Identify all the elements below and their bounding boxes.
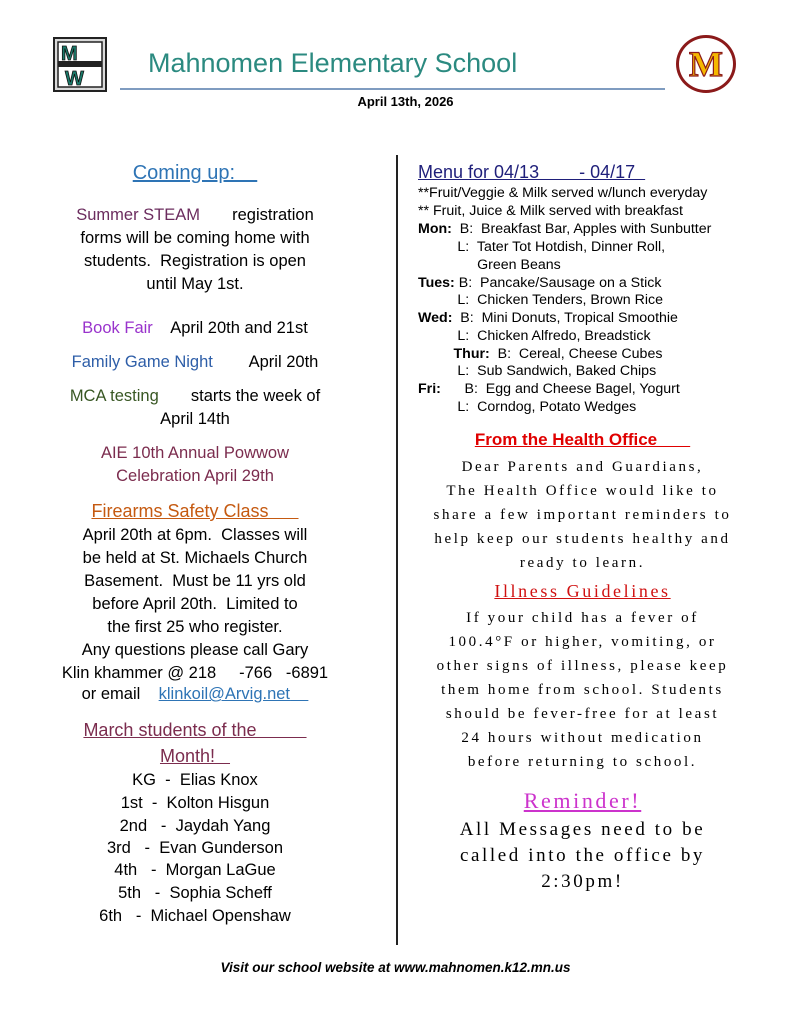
- text-segment: If your child has a fever of: [466, 610, 699, 626]
- left-line: [30, 884, 360, 903]
- text-segment: April 20th at 6pm. Classes will: [82, 526, 308, 544]
- left-line: [30, 771, 360, 790]
- text-segment: B: Cereal, Cheese Cubes: [489, 346, 663, 362]
- text-segment: April 20th: [212, 353, 319, 371]
- text-segment: ** Fruit, Juice & Milk served with breakfast: [418, 203, 683, 219]
- left-line: [30, 720, 360, 741]
- text-segment: 24 hours without medication: [461, 730, 704, 746]
- text-segment: B: Breakfast Bar, Apples with Sunbutter: [451, 221, 712, 237]
- menu-line: [418, 239, 758, 255]
- section-heading: Firearms Safety Class: [91, 501, 299, 521]
- text-segment: registration: [200, 206, 314, 224]
- text-segment: 1st - Kolton Hisgun: [120, 794, 270, 812]
- text-segment: All Messages need to be: [459, 819, 706, 840]
- text-segment: 6th - Michael Openshaw: [99, 907, 291, 925]
- text-segment: Klin khammer @ 218 -766 -6891: [61, 664, 329, 682]
- text-segment: Dear Parents and Guardians,: [461, 459, 704, 475]
- health-line: [410, 845, 755, 867]
- health-line: [410, 658, 755, 675]
- text-segment: **Fruit/Veggie & Milk served w/lunch everyday: [418, 185, 708, 201]
- section-heading: Reminder!: [523, 788, 642, 813]
- health-line: [410, 634, 755, 651]
- text-segment: students. Registration is open: [84, 252, 306, 270]
- section-heading: Coming up:: [132, 162, 258, 184]
- text-segment: called into the office by: [459, 845, 706, 866]
- health-line: [410, 430, 755, 450]
- text-segment: forms will be coming home with: [80, 229, 310, 247]
- text-segment: until May 1st.: [146, 275, 244, 293]
- health-line: [410, 507, 755, 524]
- text-segment: Basement. Must be 11 yrs old: [84, 572, 306, 590]
- text-segment: help keep our students healthy and: [434, 531, 731, 547]
- text-segment: L: Sub Sandwich, Baked Chips: [418, 363, 657, 379]
- section-heading: Month!: [159, 746, 231, 766]
- health-line: [410, 483, 755, 500]
- text-segment: Book Fair: [82, 319, 153, 337]
- left-line: [30, 526, 360, 545]
- left-line: [30, 907, 360, 926]
- menu-line: [418, 346, 758, 362]
- left-line: [30, 839, 360, 858]
- menu-line: [418, 328, 758, 344]
- menu-line: [418, 203, 758, 219]
- left-line: [30, 794, 360, 813]
- left-line: [30, 501, 360, 522]
- text-segment: L: Corndog, Potato Wedges: [418, 399, 637, 415]
- menu-line: [418, 275, 758, 291]
- school-name: Mahnomen Elementary School: [148, 48, 518, 78]
- text-segment: 3rd - Evan Gunderson: [106, 839, 284, 857]
- left-line: [30, 387, 360, 406]
- text-segment: Family Game Night: [71, 353, 213, 371]
- text-segment: B: Pancake/Sausage on a Stick: [454, 275, 662, 291]
- text-segment: 5th - Sophia Scheff: [118, 884, 272, 902]
- left-line: [30, 746, 360, 767]
- text-segment: Mon:: [418, 221, 452, 237]
- left-line: [30, 206, 360, 225]
- text-segment: Green Beans: [418, 257, 561, 273]
- text-segment: AIE 10th Annual Powwow: [100, 444, 290, 462]
- text-segment: 100.4°F or higher, vomiting, or: [448, 634, 717, 650]
- health-line: [410, 730, 755, 747]
- header-rule: [120, 88, 665, 90]
- text-segment: MCA testing: [69, 387, 159, 405]
- section-heading: [290, 685, 308, 703]
- left-line: [30, 641, 360, 660]
- left-line: [30, 353, 360, 372]
- text-segment: Any questions please call Gary: [81, 641, 309, 659]
- menu-line: [418, 381, 758, 397]
- menu-line: [418, 221, 758, 237]
- health-line: [410, 610, 755, 627]
- text-segment: L: Chicken Alfredo, Breadstick: [418, 328, 651, 344]
- menu-line: [418, 162, 758, 183]
- menu-line: [418, 399, 758, 415]
- text-segment: should be fever-free for at least: [445, 706, 720, 722]
- health-line: [410, 555, 755, 572]
- svg-text:M: M: [61, 43, 78, 65]
- text-segment: Summer STEAM: [76, 206, 201, 224]
- left-line: [30, 549, 360, 568]
- health-line: [410, 706, 755, 723]
- text-segment: The Health Office would like to: [446, 483, 719, 499]
- health-line: [410, 788, 755, 813]
- text-segment: before April 20th. Limited to: [92, 595, 298, 613]
- school-logo-m: [676, 35, 736, 93]
- text-segment: B: Egg and Cheese Bagel, Yogurt: [440, 381, 680, 397]
- text-segment: Thur:: [453, 346, 490, 362]
- text-segment: B: Mini Donuts, Tropical Smoothie: [452, 310, 678, 326]
- text-segment: April 14th: [160, 410, 230, 428]
- newsletter-date: April 13th, 2026: [357, 94, 454, 109]
- left-line: [30, 685, 360, 704]
- text-segment: Tues:: [418, 275, 455, 291]
- health-line: [410, 819, 755, 841]
- health-line: [410, 581, 755, 602]
- text-segment: before returning to school.: [467, 754, 698, 770]
- menu-line: [418, 185, 758, 201]
- text-segment: KG - Elias Knox: [132, 771, 258, 789]
- left-line: [30, 467, 360, 486]
- health-line: [410, 871, 755, 893]
- left-line: [30, 252, 360, 271]
- text-segment: Celebration April 29th: [116, 467, 274, 485]
- text-segment: Wed:: [418, 310, 453, 326]
- svg-text:W: W: [65, 68, 84, 90]
- svg-text:M: M: [689, 44, 723, 84]
- left-line: [30, 444, 360, 463]
- text-segment: L: Chicken Tenders, Brown Rice: [418, 292, 663, 308]
- website-footer: Visit our school website at www.mahnomen.k12.mn.us: [220, 960, 571, 975]
- text-segment: April 20th and 21st: [152, 319, 308, 337]
- text-segment: other signs of illness, please keep: [436, 658, 729, 674]
- section-heading: From the Health Office: [474, 430, 691, 449]
- text-segment: starts the week of: [158, 387, 321, 405]
- menu-line: [418, 363, 758, 379]
- text-segment: or email: [81, 685, 159, 703]
- section-heading: March students of the: [83, 720, 307, 740]
- health-line: [410, 531, 755, 548]
- text-segment: them home from school. Students: [441, 682, 724, 698]
- left-line: [30, 410, 360, 429]
- health-line: [410, 754, 755, 771]
- section-heading: Illness Guidelines: [494, 581, 671, 601]
- left-line: [30, 162, 360, 185]
- text-segment: the first 25 who register.: [107, 618, 283, 636]
- left-line: [30, 817, 360, 836]
- left-line: [30, 861, 360, 880]
- text-segment: 2:30pm!: [541, 871, 624, 892]
- text-segment: Fri:: [418, 381, 441, 397]
- left-line: [30, 319, 360, 338]
- left-line: [30, 595, 360, 614]
- text-segment: 4th - Morgan LaGue: [114, 861, 276, 879]
- text-segment: [418, 346, 453, 362]
- column-divider: [396, 155, 398, 945]
- left-line: [30, 572, 360, 591]
- left-line: [30, 618, 360, 637]
- text-segment: be held at St. Michaels Church: [82, 549, 308, 567]
- section-heading: Menu for 04/13 - 04/17: [418, 162, 646, 182]
- left-line: [30, 275, 360, 294]
- text-segment: share a few important reminders to: [433, 507, 732, 523]
- menu-line: [418, 310, 758, 326]
- health-line: [410, 459, 755, 476]
- text-segment: 2nd - Jaydah Yang: [119, 817, 271, 835]
- menu-line: [418, 257, 758, 273]
- text-segment: ready to learn.: [519, 555, 646, 571]
- text-segment: L: Tater Tot Hotdish, Dinner Roll,: [418, 239, 666, 255]
- menu-line: [418, 292, 758, 308]
- school-logo-mw: [53, 37, 107, 92]
- health-line: [410, 682, 755, 699]
- left-line: [30, 229, 360, 248]
- left-line: [30, 664, 360, 683]
- email-link[interactable]: klinkoil@Arvig.net: [158, 685, 291, 703]
